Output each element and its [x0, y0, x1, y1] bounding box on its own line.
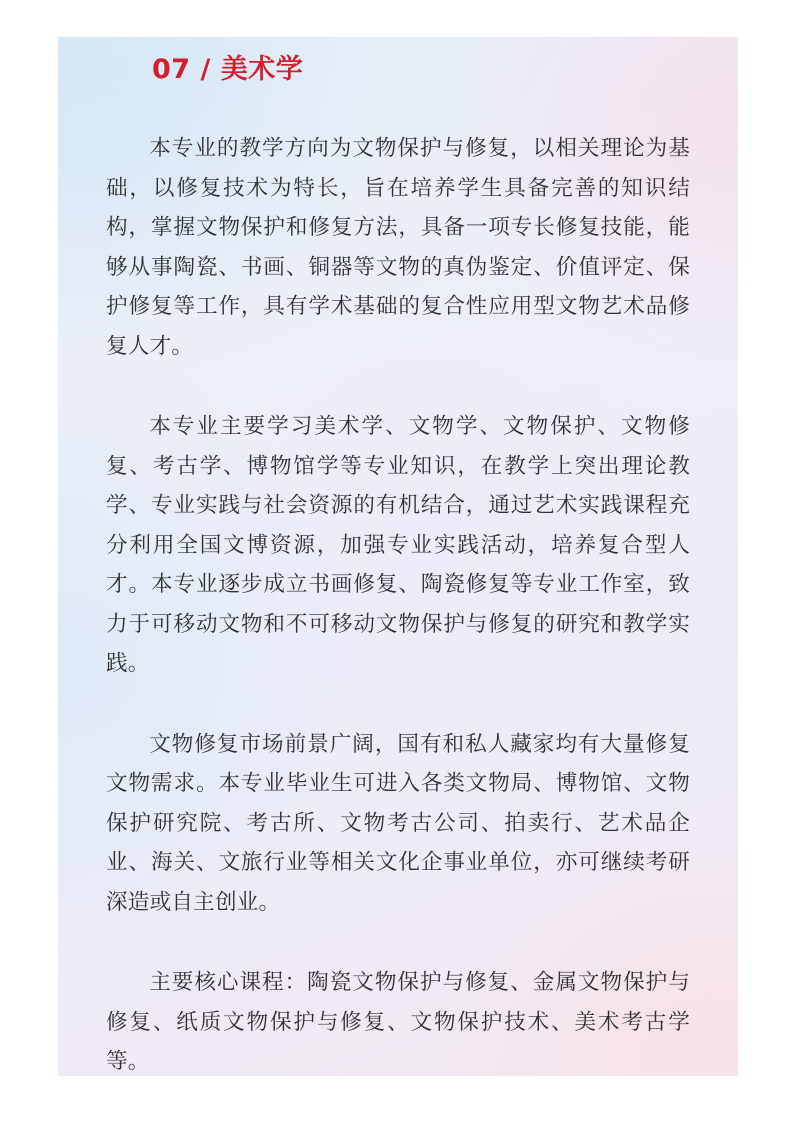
paragraph-curriculum: 本专业主要学习美术学、文物学、文物保护、文物修复、考古学、博物馆学等专业知识，在教学上突出理论教学、专业实践与社会资源的有机结合，通过艺术实践课程充分利用全国文博资源，加强专业实践活动，培养复合型人才。本专业逐步成立书画修复、陶瓷修复等专业工作室，致力于可移动文物和不可移动文物保护与修复的研究和教学实践。: [106, 414, 690, 676]
section-body: [106, 129, 690, 1076]
section-title: 07 / 美术学: [152, 54, 304, 85]
paragraph-teaching-direction: 本专业的教学方向为文物保护与修复，以相关理论为基础，以修复技术为特长，旨在培养学生具备完善的知识结构，掌握文物保护和修复方法，具备一项专长修复技能，能够从事陶瓷、书画、铜器等文物的真伪鉴定、价值评定、保护修复等工作，具有学术基础的复合性应用型文物艺术品修复人才。: [106, 136, 690, 359]
paragraph-career-prospects: 文物修复市场前景广阔，国有和私人藏家均有大量修复文物需求。本专业毕业生可进入各类文物局、博物馆、文物保护研究院、考古所、文物考古公司、拍卖行、艺术品企业、海关、文旅行业等相关文化企事业单位，亦可继续考研深造或自主创业。: [106, 731, 690, 915]
content-panel: [58, 37, 738, 1076]
paragraph-core-courses: 主要核心课程：陶瓷文物保护与修复、金属文物保护与修复、纸质文物保护与修复、文物保护技术、美术考古学等。: [106, 970, 690, 1074]
